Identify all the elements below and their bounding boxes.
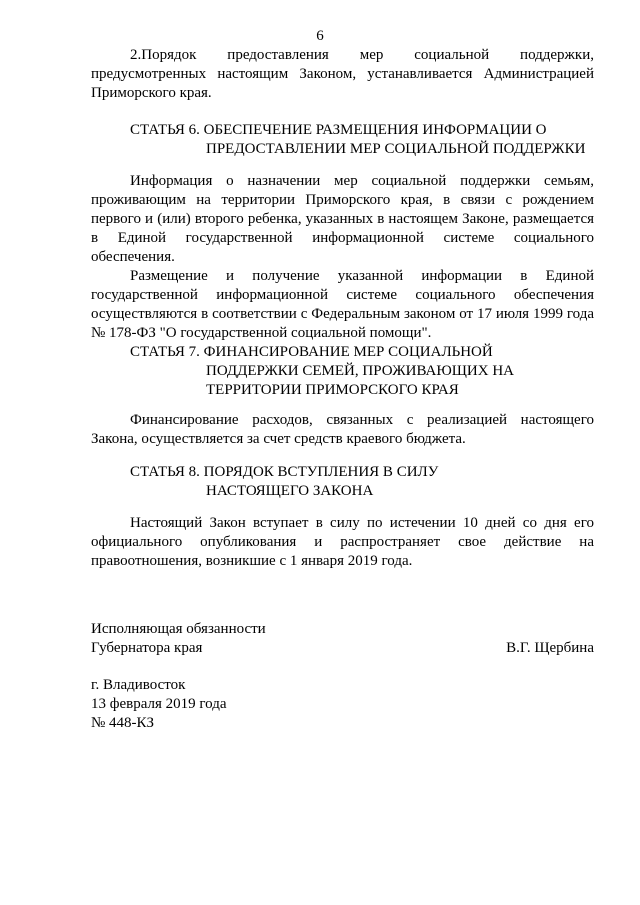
signature-name: В.Г. Щербина bbox=[506, 640, 594, 656]
article-8-body bbox=[91, 514, 594, 571]
article-6-body bbox=[91, 172, 594, 343]
article-8-paragraph1: Настоящий Закон вступает в силу по истечении 10 дней со дня его официального опубликования и распространяет свое действие на правоотношения, возникшие с 1 января 2019 года. bbox=[91, 515, 594, 569]
page-number: 6 bbox=[316, 28, 324, 44]
article-8-heading bbox=[91, 463, 594, 501]
signature-block bbox=[91, 620, 594, 658]
footer-city: г. Владивосток bbox=[91, 677, 186, 693]
article-6-paragraph2: Размещение и получение указанной информации в Единой государственной информационной системе социального обеспечения осуществляются в соответствии с Федеральным законом от 17 июля 1999 года № 178-ФЗ "О государственной социальной помощи". bbox=[91, 268, 594, 341]
article-6-paragraph1: Информация о назначении мер социальной поддержки семьям, проживающим на территории Приморского края, в связи с рождением первого и (или) второго ребенка, указанных в настоящем Законе, размещается в Единой государственной информационной системе социального обеспечения. bbox=[91, 173, 594, 265]
article-7-title-line3: ТЕРРИТОРИИ ПРИМОРСКОГО КРАЯ bbox=[206, 382, 459, 398]
article-8-title-line1: СТАТЬЯ 8. ПОРЯДОК ВСТУПЛЕНИЯ В СИЛУ bbox=[130, 464, 439, 480]
intro-paragraph: 2.Порядок предоставления мер социальной поддержки, предусмотренных настоящим Законом, устанавливается Администрацией Приморского края. bbox=[91, 47, 594, 101]
footer-date: 13 февраля 2019 года bbox=[91, 696, 227, 712]
intro-section bbox=[91, 46, 594, 103]
article-7-title-line2: ПОДДЕРЖКИ СЕМЕЙ, ПРОЖИВАЮЩИХ НА bbox=[206, 363, 514, 379]
footer-block bbox=[91, 676, 594, 733]
article-6-title-line1: СТАТЬЯ 6. ОБЕСПЕЧЕНИЕ РАЗМЕЩЕНИЯ ИНФОРМАЦИИ О bbox=[130, 122, 547, 138]
article-7-paragraph1: Финансирование расходов, связанных с реализацией настоящего Закона, осуществляется за счет средств краевого бюджета. bbox=[91, 412, 594, 447]
article-8-title-line2: НАСТОЯЩЕГО ЗАКОНА bbox=[206, 483, 374, 499]
signature-position-line2: Губернатора края bbox=[91, 640, 203, 656]
article-7-title-line1: СТАТЬЯ 7. ФИНАНСИРОВАНИЕ МЕР СОЦИАЛЬНОЙ bbox=[130, 344, 493, 360]
article-6-title-line2: ПРЕДОСТАВЛЕНИИ МЕР СОЦИАЛЬНОЙ ПОДДЕРЖКИ bbox=[206, 141, 586, 157]
signature-position-line1: Исполняющая обязанности bbox=[91, 621, 266, 637]
footer-number: № 448-КЗ bbox=[91, 715, 155, 731]
article-7-heading bbox=[91, 343, 594, 400]
article-6-heading bbox=[91, 121, 594, 159]
article-7-body bbox=[91, 411, 594, 449]
